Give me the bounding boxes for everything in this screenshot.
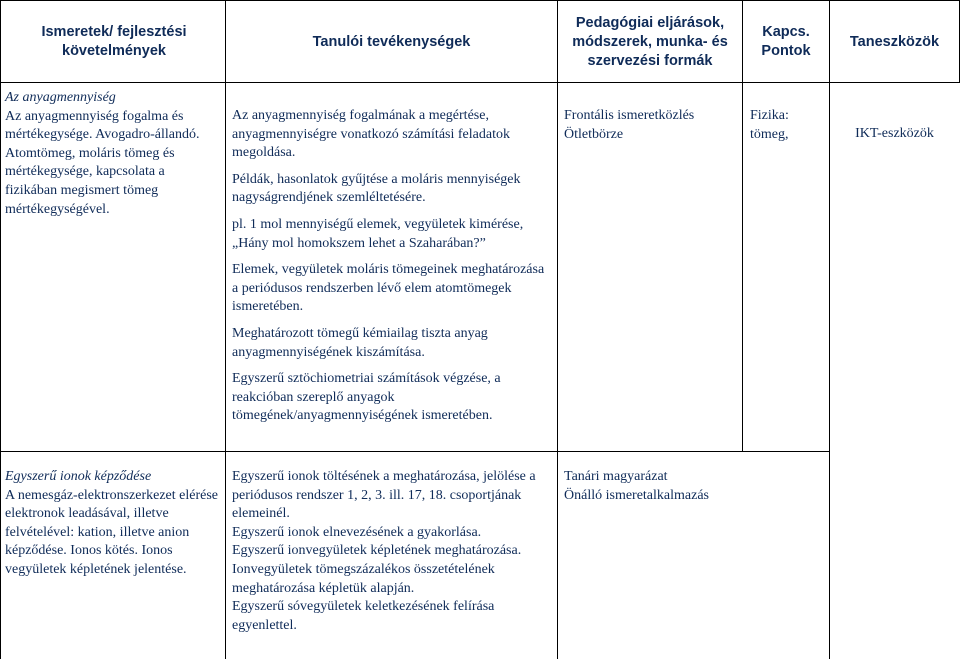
col-border-0 [0, 0, 1, 659]
header-connections: Kapcs. Pontok [761, 24, 811, 59]
row1-methods [564, 107, 739, 144]
row1-activity-1: Az anyagmennyiség fogalmának a megértése, anyagmennyiségre vonatkozó számítási feladatok megoldása. [232, 108, 510, 161]
row1-activity-6: Egyszerű sztöchiometriai számítások végzése, a reakcióban szereplő anyagok tömegének/anyagmennyiségének ismeretében. [232, 371, 501, 424]
row2-method-1: Tanári magyarázat [564, 469, 668, 484]
row2-method-2: Önálló ismeretalkalmazás [564, 487, 709, 503]
header-methods: Pedagógiai eljárások, módszerek, munka- és szervezési formák [572, 14, 728, 69]
row1-topic-title: Az anyagmennyiség [5, 90, 116, 105]
row2-topic-title: Egyszerű ionok képződése [5, 469, 152, 484]
row1-activity-3: pl. 1 mol mennyiségű elemek, vegyületek kimérése, „Hány mol homokszem lehet a Szaharában?” [232, 216, 524, 251]
row1-tools: IKT-eszközök [855, 126, 934, 141]
row1-bottom-border [0, 451, 829, 452]
row1-method-1: Frontális ismeretközlés [564, 108, 695, 123]
row2-activity-1: Egyszerű ionok töltésének a meghatározása, jelölése a periódusos rendszer 1, 2, 3. ill. 17, 18. csoportjának elemeinél. [232, 469, 536, 522]
row2-topic [5, 468, 220, 580]
row1-topic [5, 89, 220, 219]
row1-connections [750, 107, 826, 144]
header-tools: Taneszközök [849, 33, 940, 50]
row1-activity-4: Elemek, vegyületek moláris tömegeinek meghatározása a periódusos rendszerben lévő elem atomtömegek ismeretében. [232, 262, 545, 315]
row2-activity-2: Egyszerű ionok elnevezésének a gyakorlása. [232, 524, 482, 540]
table-top-border [0, 0, 960, 1]
row1-activities [232, 107, 552, 426]
row2-topic-text: A nemesgáz-elektronszerkezet elérése elektronok leadásával, illetve felvételével: kation, illetve anion képződése. Ionos kötés. Ionos vegyületek képletének jelentése. [5, 487, 218, 577]
header-bottom-border [0, 82, 960, 83]
col-border-1 [225, 0, 226, 659]
row2-activity-3: Egyszerű ionvegyületek képletének meghatározása. [232, 543, 522, 559]
row1-activity-2: Példák, hasonlatok gyűjtése a moláris mennyiségek nagyságrendjének szemléltetésére. [232, 171, 521, 206]
row2-methods [564, 468, 739, 505]
col-border-4 [829, 0, 830, 659]
row1-connection-1: Fizika: [750, 108, 789, 123]
row2-activity-4: Ionvegyületek tömegszázalékos összetételének meghatározása képletük alapján. [232, 561, 495, 596]
row2-activities [232, 468, 552, 635]
col-border-2 [557, 0, 558, 659]
row1-connection-2: tömeg, [750, 126, 789, 142]
row1-activity-5: Meghatározott tömegű kémiailag tiszta anyag anyagmennyiségének kiszámítása. [232, 325, 488, 360]
row2-activity-5: Egyszerű sóvegyületek keletkezésének felírása egyenlettel. [232, 599, 495, 633]
header-student-activities: Tanulói tevékenységek [312, 33, 471, 50]
header-knowledge: Ismeretek/ fejlesztési követelmények [41, 24, 187, 59]
row1-topic-text: Az anyagmennyiség fogalma és mértékegysége. Avogadro-állandó. Atomtömeg, moláris tömeg és mértékegysége, kapcsolata a fizikában megismert tömeg mértékegységével. [5, 108, 200, 217]
row1-method-2: Ötletbörze [564, 126, 624, 142]
